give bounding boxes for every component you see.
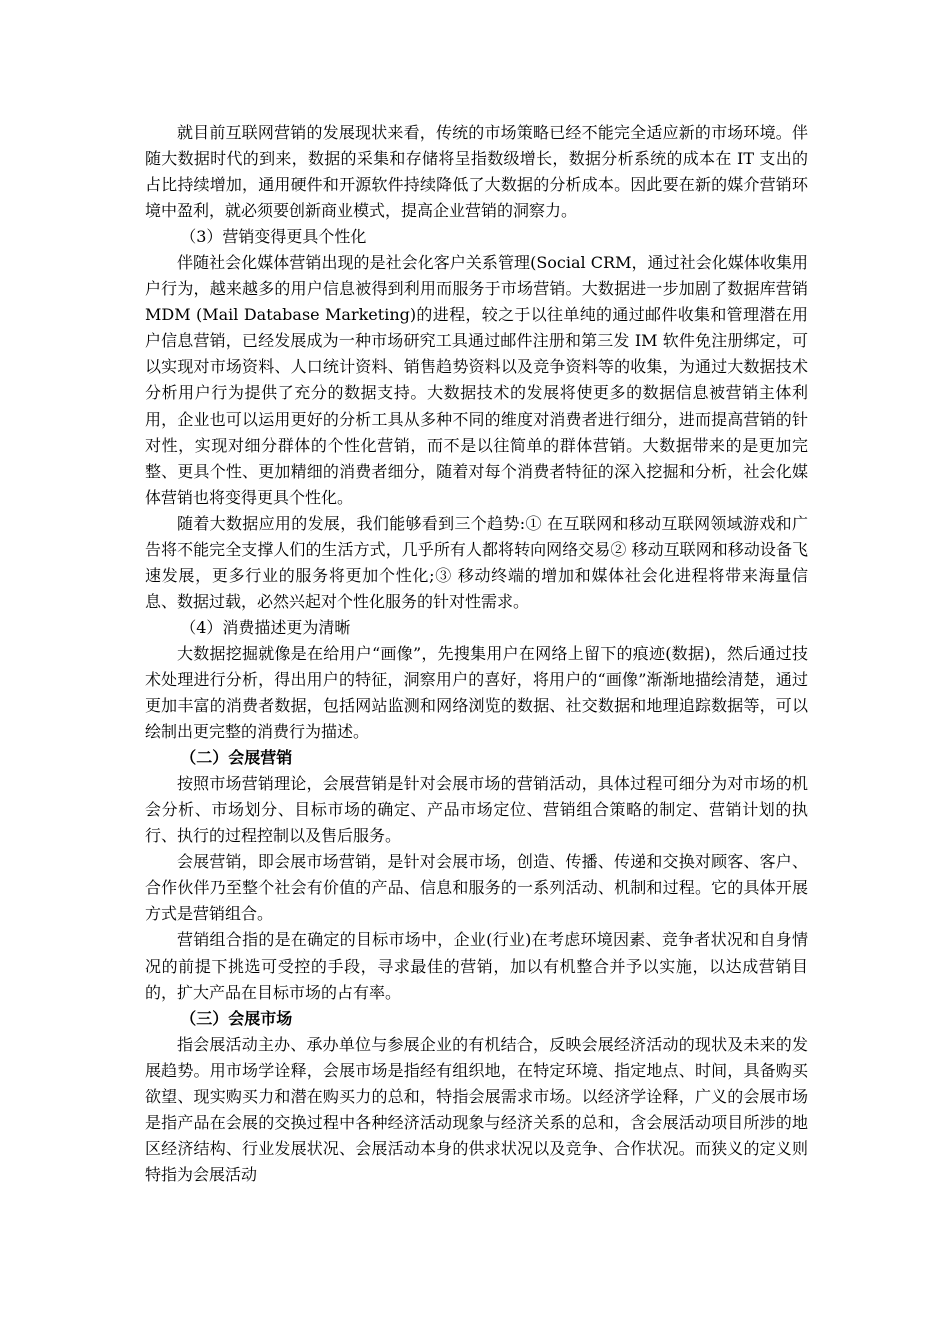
paragraph-marketing-mix: 营销组合指的是在确定的目标市场中，企业(行业)在考虑环境因素、竞争者状况和自身情况的前提下挑选可受控的手段，寻求最佳的营销，加以有机整合并予以实施，以达成营销目的，扩大产品在目标市场的占有率。 xyxy=(145,930,808,1002)
paragraph-exhibition-market-definition: 指会展活动主办、承办单位与参展企业的有机结合，反映会展经济活动的现状及未来的发展趋势。用市场学诠释，会展市场是指经有组织地，在特定环境、指定地点、时间，具备购买欲望、现实购买力和潜在购买力的总和，特指会展需求市场。以经济学诠释，广义的会展市场是指产品在会展的交换过程中各种经济活动现象与经济关系的总和，含会展活动项目所涉的地区经济结构、行业发展状况、会展活动本身的供求状况以及竞争、合作状况。而狭义的定义则特指为会展活动 xyxy=(145,1034,808,1184)
paragraph-three-trends: 随着大数据应用的发展，我们能够看到三个趋势:① 在互联网和移动互联网领域游戏和广告将不能完全支撑人们的生活方式，几乎所有人都将转向网络交易② 移动互联网和移动设备飞速发展，更多行业的服务将更加个性化;③ 移动终端的增加和媒体社会化进程将带来海量信息、数据过载，必然兴起对个性化服务的针对性需求。 xyxy=(145,513,808,611)
subheading-personalization: （3）营销变得更具个性化 xyxy=(180,227,367,247)
paragraph-marketing-status: 就目前互联网营销的发展现状来看，传统的市场策略已经不能完全适应新的市场环境。伴随大数据时代的到来，数据的采集和存储将呈指数级增长，数据分析系统的成本在 IT 支出的占比持续增加，通用硬件和开源软件持续降低了大数据的分析成本。因此要在新的媒介营销环境中盈利，就必须要创新商业模式，提高企业营销的洞察力。 xyxy=(145,123,808,221)
heading-exhibition-market: （三）会展市场 xyxy=(180,1008,293,1028)
subheading-consumer-description: （4）消费描述更为清晰 xyxy=(180,617,351,637)
paragraph-exhibition-marketing-definition: 会展营销，即会展市场营销，是针对会展市场，创造、传播、传递和交换对顾客、客户、合作伙伴乃至整个社会有价值的产品、信息和服务的一系列活动、机制和过程。它的具体开展方式是营销组合。 xyxy=(145,852,808,924)
paragraph-social-crm: 伴随社会化媒体营销出现的是社会化客户关系管理(Social CRM，通过社会化媒体收集用户行为，越来越多的用户信息被得到利用而服务于市场营销。大数据进一步加剧了数据库营销 MDM (Mail Database Marketing)的进程，较之于以往单纯的通过邮件收集和管理潜在用户信息营销，已经发展成为一种市场研究工具通过邮件注册和第三发 IM 软件免注册绑定，可以实现对市场资料、人口统计资料、销售趋势资料以及竞争资料等的收集，为通过大数据技术分析用户行为提供了充分的数据支持。大数据技术的发展将使更多的数据信息被营销主体利用，企业也可以运用更好的分析工具从多种不同的维度对消费者进行细分，进而提高营销的针对性，实现对细分群体的个性化营销，而不是以往简单的群体营销。大数据带来的是更加完整、更具个性、更加精细的消费者细分，随着对每个消费者特征的深入挖掘和分析，社会化媒体营销也将变得更具个性化。 xyxy=(145,253,808,507)
paragraph-marketing-theory: 按照市场营销理论，会展营销是针对会展市场的营销活动，具体过程可细分为对市场的机会分析、市场划分、目标市场的确定、产品市场定位、营销组合策略的制定、营销计划的执行、执行的过程控制以及售后服务。 xyxy=(145,774,808,846)
document-body xyxy=(145,120,808,1188)
heading-exhibition-marketing: （二）会展营销 xyxy=(180,748,293,768)
paragraph-user-portrait: 大数据挖掘就像是在给用户“画像”，先搜集用户在网络上留下的痕迹(数据)，然后通过技术处理进行分析，得出用户的特征，洞察用户的喜好，将用户的“画像”渐渐地描绘清楚，通过更加丰富的消费者数据，包括网站监测和网络浏览的数据、社交数据和地理追踪数据等，可以绘制出更完整的消费行为描述。 xyxy=(145,643,808,742)
